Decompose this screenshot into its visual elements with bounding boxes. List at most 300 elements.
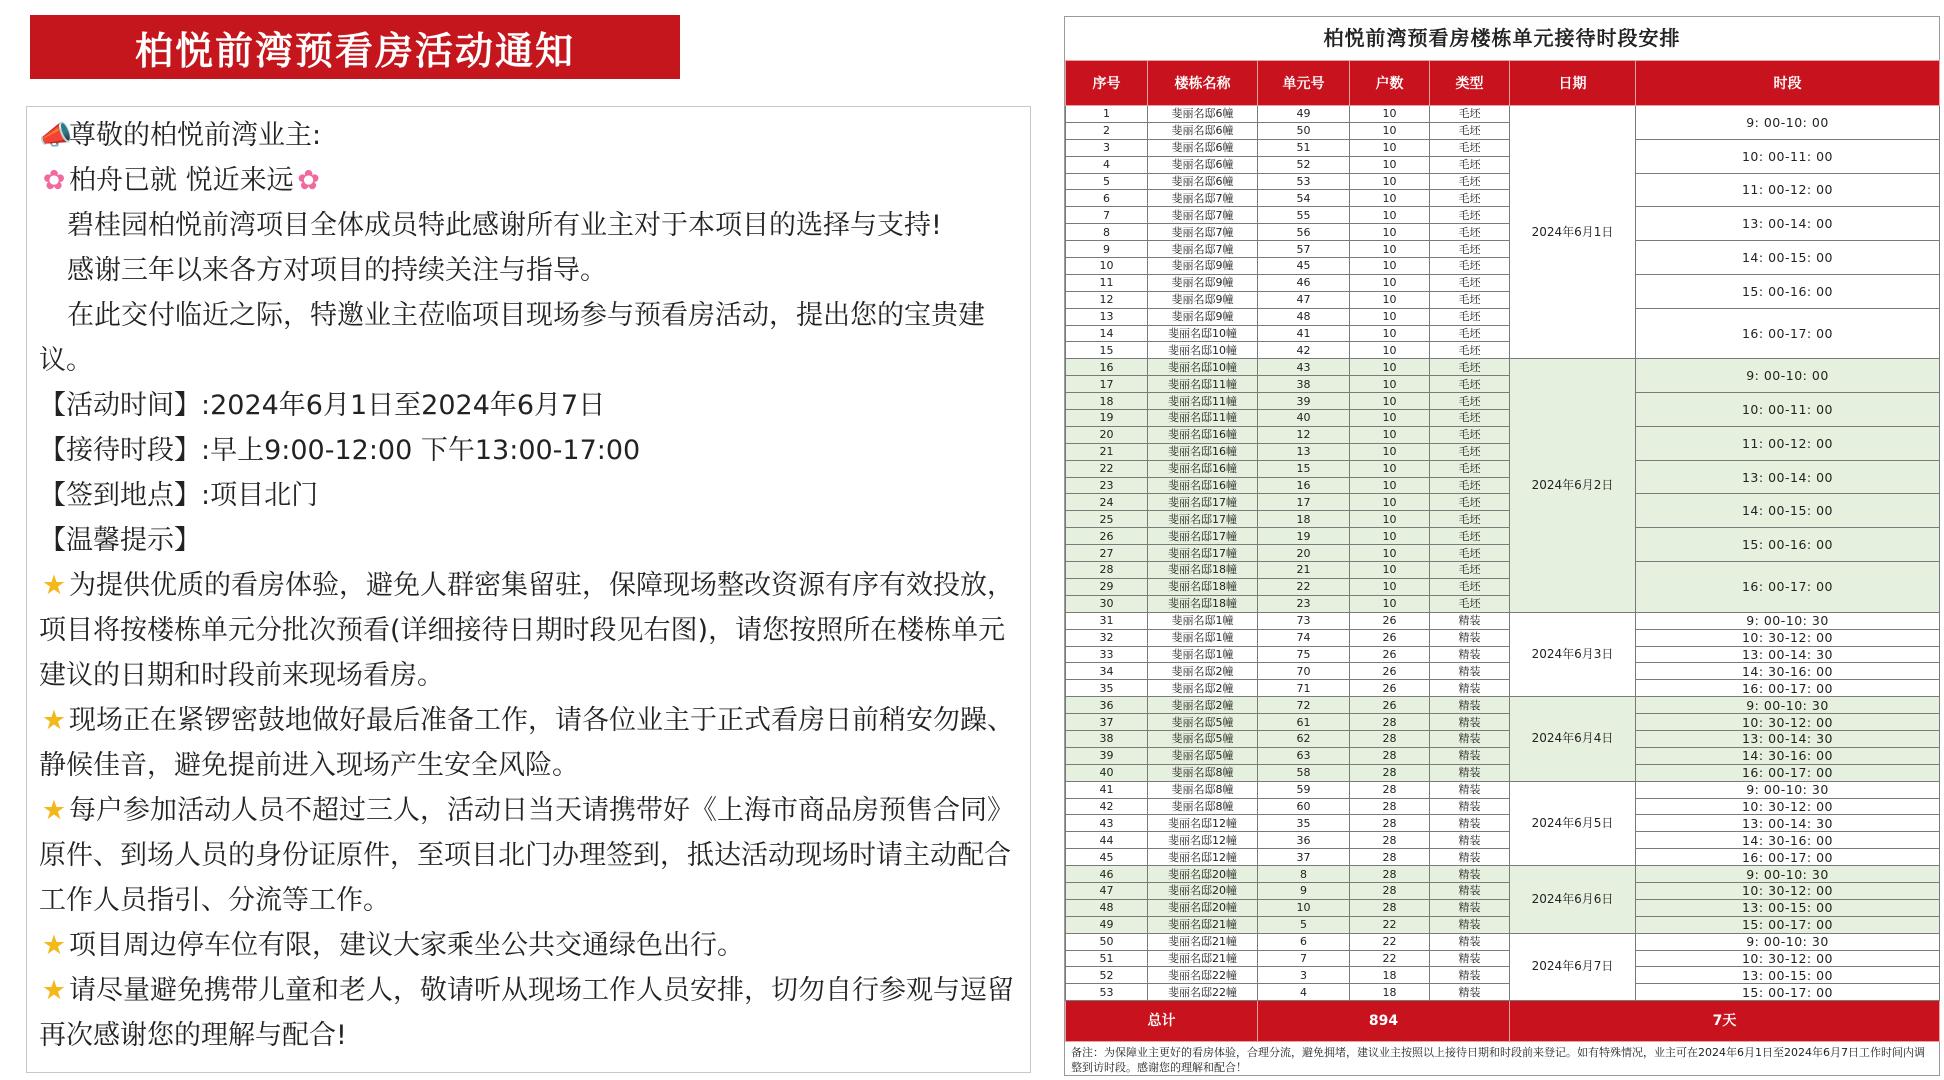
time-slot-cell: 10: 30-12: 00 bbox=[1636, 882, 1940, 899]
date-cell: 2024年6月4日 bbox=[1510, 697, 1636, 781]
table-cell: 72 bbox=[1258, 697, 1350, 714]
table-cell: 3 bbox=[1258, 967, 1350, 984]
table-cell: 10 bbox=[1350, 173, 1430, 190]
time-slot-cell: 9: 00-10: 00 bbox=[1636, 359, 1940, 393]
table-cell: 28 bbox=[1350, 866, 1430, 883]
table-cell: 10 bbox=[1350, 241, 1430, 258]
table-cell: 毛坯 bbox=[1430, 156, 1510, 173]
table-cell: 斐丽名邸20幢 bbox=[1148, 899, 1258, 916]
table-row bbox=[1066, 714, 1940, 731]
table-cell: 毛坯 bbox=[1430, 173, 1510, 190]
tips-heading: 【温馨提示】 bbox=[39, 525, 201, 556]
table-cell: 斐丽名邸9幢 bbox=[1148, 291, 1258, 308]
table-cell: 53 bbox=[1258, 173, 1350, 190]
table-cell: 精装 bbox=[1430, 629, 1510, 646]
table-cell: 5 bbox=[1258, 916, 1350, 933]
table-cell: 13 bbox=[1258, 443, 1350, 460]
table-cell: 28 bbox=[1350, 781, 1430, 798]
table-cell: 37 bbox=[1066, 714, 1148, 731]
table-cell: 斐丽名邸8幢 bbox=[1148, 764, 1258, 781]
table-cell: 斐丽名邸10幢 bbox=[1148, 342, 1258, 359]
time-slot-cell: 10: 30-12: 00 bbox=[1636, 950, 1940, 967]
table-cell: 毛坯 bbox=[1430, 241, 1510, 258]
time-slot-cell: 15: 00-16: 00 bbox=[1636, 528, 1940, 562]
table-cell: 35 bbox=[1066, 680, 1148, 697]
table-row bbox=[1066, 933, 1940, 950]
table-cell: 42 bbox=[1066, 798, 1148, 815]
column-header: 楼栋名称 bbox=[1148, 61, 1258, 106]
star-icon: ★ bbox=[41, 795, 67, 826]
time-slot-cell: 10: 30-12: 00 bbox=[1636, 629, 1940, 646]
table-cell: 斐丽名邸1幢 bbox=[1148, 629, 1258, 646]
table-cell: 斐丽名邸18幢 bbox=[1148, 578, 1258, 595]
table-cell: 精装 bbox=[1430, 680, 1510, 697]
schedule-panel bbox=[1064, 16, 1940, 1076]
table-cell: 75 bbox=[1258, 646, 1350, 663]
table-cell: 10 bbox=[1350, 291, 1430, 308]
table-cell: 35 bbox=[1258, 815, 1350, 832]
table-cell: 毛坯 bbox=[1430, 426, 1510, 443]
table-cell: 毛坯 bbox=[1430, 494, 1510, 511]
table-cell: 毛坯 bbox=[1430, 545, 1510, 562]
table-row bbox=[1066, 241, 1940, 258]
star-icon: ★ bbox=[41, 975, 67, 1006]
tip-item: ★ 每户参加活动人员不超过三人，活动日当天请携带好《上海市商品房预售合同》原件、到场人员的身份证原件，至项目北门办理签到，抵达活动现场时请主动配合工作人员指引、分流等工作。 bbox=[39, 788, 1018, 923]
table-row bbox=[1066, 629, 1940, 646]
table-cell: 毛坯 bbox=[1430, 258, 1510, 275]
table-cell: 10 bbox=[1350, 376, 1430, 393]
table-cell: 3 bbox=[1066, 139, 1148, 156]
table-row bbox=[1066, 798, 1940, 815]
table-cell: 41 bbox=[1258, 325, 1350, 342]
table-cell: 斐丽名邸2幢 bbox=[1148, 663, 1258, 680]
table-cell: 50 bbox=[1066, 933, 1148, 950]
table-cell: 28 bbox=[1350, 832, 1430, 849]
table-row bbox=[1066, 106, 1940, 123]
table-header-row bbox=[1066, 61, 1940, 106]
table-cell: 精装 bbox=[1430, 933, 1510, 950]
time-slot-cell: 14: 30-16: 00 bbox=[1636, 663, 1940, 680]
table-cell: 斐丽名邸11幢 bbox=[1148, 376, 1258, 393]
table-cell: 37 bbox=[1258, 849, 1350, 866]
table-cell: 15 bbox=[1066, 342, 1148, 359]
table-cell: 斐丽名邸9幢 bbox=[1148, 308, 1258, 325]
table-cell: 44 bbox=[1066, 832, 1148, 849]
table-cell: 斐丽名邸16幢 bbox=[1148, 460, 1258, 477]
table-row bbox=[1066, 562, 1940, 579]
time-slot-cell: 16: 00-17: 00 bbox=[1636, 680, 1940, 697]
table-cell: 54 bbox=[1258, 190, 1350, 207]
table-cell: 斐丽名邸12幢 bbox=[1148, 815, 1258, 832]
table-cell: 斐丽名邸12幢 bbox=[1148, 849, 1258, 866]
table-cell: 47 bbox=[1258, 291, 1350, 308]
time-slot-cell: 14: 00-15: 00 bbox=[1636, 494, 1940, 528]
table-cell: 36 bbox=[1066, 697, 1148, 714]
table-cell: 22 bbox=[1258, 578, 1350, 595]
table-cell: 精装 bbox=[1430, 781, 1510, 798]
time-slot-cell: 10: 30-12: 00 bbox=[1636, 714, 1940, 731]
table-cell: 10 bbox=[1350, 258, 1430, 275]
table-cell: 10 bbox=[1066, 258, 1148, 275]
table-cell: 毛坯 bbox=[1430, 291, 1510, 308]
table-cell: 10 bbox=[1350, 562, 1430, 579]
table-cell: 28 bbox=[1066, 562, 1148, 579]
table-row bbox=[1066, 528, 1940, 545]
table-cell: 23 bbox=[1066, 477, 1148, 494]
total-cell: 总计 bbox=[1066, 1001, 1258, 1042]
table-row bbox=[1066, 680, 1940, 697]
table-cell: 12 bbox=[1258, 426, 1350, 443]
table-cell: 9 bbox=[1066, 241, 1148, 258]
table-cell: 50 bbox=[1258, 122, 1350, 139]
table-cell: 斐丽名邸7幢 bbox=[1148, 207, 1258, 224]
paragraph-attention: 感谢三年以来各方对项目的持续关注与指导。 bbox=[67, 255, 607, 286]
table-cell: 斐丽名邸6幢 bbox=[1148, 106, 1258, 123]
table-cell: 10 bbox=[1350, 342, 1430, 359]
table-cell: 15 bbox=[1258, 460, 1350, 477]
table-cell: 22 bbox=[1350, 916, 1430, 933]
table-cell: 斐丽名邸21幢 bbox=[1148, 950, 1258, 967]
table-cell: 斐丽名邸7幢 bbox=[1148, 190, 1258, 207]
reception-slots: 【接待时段】:早上9:00-12:00 下午13:00-17:00 bbox=[39, 435, 641, 466]
table-cell: 28 bbox=[1350, 798, 1430, 815]
table-cell: 斐丽名邸7幢 bbox=[1148, 224, 1258, 241]
table-cell: 28 bbox=[1350, 730, 1430, 747]
table-cell: 21 bbox=[1258, 562, 1350, 579]
table-cell: 精装 bbox=[1430, 899, 1510, 916]
table-cell: 10 bbox=[1350, 443, 1430, 460]
table-cell: 1 bbox=[1066, 106, 1148, 123]
table-cell: 29 bbox=[1066, 578, 1148, 595]
table-cell: 斐丽名邸12幢 bbox=[1148, 832, 1258, 849]
table-cell: 43 bbox=[1258, 359, 1350, 376]
table-cell: 36 bbox=[1258, 832, 1350, 849]
table-cell: 斐丽名邸8幢 bbox=[1148, 781, 1258, 798]
table-cell: 27 bbox=[1066, 545, 1148, 562]
table-cell: 24 bbox=[1066, 494, 1148, 511]
time-slot-cell: 9: 00-10: 30 bbox=[1636, 697, 1940, 714]
table-cell: 斐丽名邸6幢 bbox=[1148, 122, 1258, 139]
table-cell: 斐丽名邸21幢 bbox=[1148, 916, 1258, 933]
table-cell: 毛坯 bbox=[1430, 393, 1510, 410]
table-cell: 10 bbox=[1350, 410, 1430, 427]
table-row bbox=[1066, 663, 1940, 680]
greeting-line: 📣尊敬的柏悦前湾业主: bbox=[39, 113, 1018, 158]
table-row bbox=[1066, 882, 1940, 899]
table-cell: 7 bbox=[1258, 950, 1350, 967]
table-row bbox=[1066, 781, 1940, 798]
table-cell: 斐丽名邸9幢 bbox=[1148, 274, 1258, 291]
table-cell: 9 bbox=[1258, 882, 1350, 899]
table-cell: 7 bbox=[1066, 207, 1148, 224]
table-cell: 斐丽名邸18幢 bbox=[1148, 562, 1258, 579]
table-row bbox=[1066, 207, 1940, 224]
table-remark: 备注：为保障业主更好的看房体验，合理分流，避免拥堵，建议业主按照以上接待日期和时段前来登记。如有特殊情况，业主可在2024年6月1日至2024年6月7日工作时间内调整到访时段。感谢您的理解和配合！ bbox=[1071, 1046, 1925, 1075]
cherry-blossom-icon: ✿ bbox=[297, 165, 320, 196]
table-cell: 10 bbox=[1350, 207, 1430, 224]
table-cell: 51 bbox=[1066, 950, 1148, 967]
table-cell: 13 bbox=[1066, 308, 1148, 325]
table-row bbox=[1066, 967, 1940, 984]
total-row bbox=[1066, 1001, 1940, 1042]
table-cell: 10 bbox=[1350, 460, 1430, 477]
table-cell: 48 bbox=[1066, 899, 1148, 916]
table-row bbox=[1066, 984, 1940, 1001]
tip-item: ★ 现场正在紧锣密鼓地做好最后准备工作，请各位业主于正式看房日前稍安勿躁、静候佳音，避免提前进入现场产生安全风险。 bbox=[39, 698, 1018, 788]
table-cell: 11 bbox=[1066, 274, 1148, 291]
table-cell: 58 bbox=[1258, 764, 1350, 781]
time-slot-cell: 13: 00-14: 30 bbox=[1636, 646, 1940, 663]
table-cell: 26 bbox=[1350, 612, 1430, 629]
table-cell: 5 bbox=[1066, 173, 1148, 190]
table-cell: 精装 bbox=[1430, 849, 1510, 866]
table-cell: 斐丽名邸6幢 bbox=[1148, 173, 1258, 190]
table-cell: 32 bbox=[1066, 629, 1148, 646]
table-cell: 26 bbox=[1350, 697, 1430, 714]
table-cell: 4 bbox=[1066, 156, 1148, 173]
table-cell: 斐丽名邸11幢 bbox=[1148, 393, 1258, 410]
table-row bbox=[1066, 646, 1940, 663]
table-cell: 28 bbox=[1350, 849, 1430, 866]
table-cell: 10 bbox=[1350, 359, 1430, 376]
table-cell: 10 bbox=[1350, 122, 1430, 139]
table-row bbox=[1066, 815, 1940, 832]
table-cell: 38 bbox=[1066, 730, 1148, 747]
table-cell: 10 bbox=[1350, 224, 1430, 241]
table-cell: 38 bbox=[1258, 376, 1350, 393]
table-cell: 斐丽名邸16幢 bbox=[1148, 426, 1258, 443]
time-slot-cell: 13: 00-14: 00 bbox=[1636, 460, 1940, 494]
date-cell: 2024年6月3日 bbox=[1510, 612, 1636, 696]
table-cell: 14 bbox=[1066, 325, 1148, 342]
table-cell: 斐丽名邸16幢 bbox=[1148, 443, 1258, 460]
table-cell: 26 bbox=[1350, 629, 1430, 646]
table-cell: 10 bbox=[1350, 595, 1430, 612]
signin-location: 【签到地点】:项目北门 bbox=[39, 480, 319, 511]
table-cell: 10 bbox=[1350, 578, 1430, 595]
table-cell: 斐丽名邸1幢 bbox=[1148, 612, 1258, 629]
table-cell: 31 bbox=[1066, 612, 1148, 629]
table-row bbox=[1066, 173, 1940, 190]
table-cell: 斐丽名邸11幢 bbox=[1148, 410, 1258, 427]
table-cell: 51 bbox=[1258, 139, 1350, 156]
time-slot-cell: 15: 00-17: 00 bbox=[1636, 984, 1940, 1001]
table-cell: 斐丽名邸16幢 bbox=[1148, 477, 1258, 494]
table-cell: 精装 bbox=[1430, 916, 1510, 933]
table-cell: 40 bbox=[1066, 764, 1148, 781]
date-cell: 2024年6月1日 bbox=[1510, 106, 1636, 359]
table-cell: 斐丽名邸22幢 bbox=[1148, 967, 1258, 984]
table-cell: 73 bbox=[1258, 612, 1350, 629]
table-cell: 28 bbox=[1350, 899, 1430, 916]
table-cell: 毛坯 bbox=[1430, 443, 1510, 460]
table-cell: 17 bbox=[1066, 376, 1148, 393]
table-cell: 斐丽名邸21幢 bbox=[1148, 933, 1258, 950]
table-row bbox=[1066, 494, 1940, 511]
table-cell: 精装 bbox=[1430, 866, 1510, 883]
table-row bbox=[1066, 393, 1940, 410]
table-cell: 10 bbox=[1350, 139, 1430, 156]
table-cell: 30 bbox=[1066, 595, 1148, 612]
tip-item: ★ 项目周边停车位有限，建议大家乘坐公共交通绿色出行。 bbox=[39, 923, 1018, 968]
tip-item: ★ 请尽量避免携带儿童和老人，敬请听从现场工作人员安排，切勿自行参观与逗留再次感谢您的理解与配合! bbox=[39, 968, 1018, 1058]
time-slot-cell: 15: 00-16: 00 bbox=[1636, 274, 1940, 308]
table-row bbox=[1066, 866, 1940, 883]
table-cell: 斐丽名邸17幢 bbox=[1148, 494, 1258, 511]
table-row bbox=[1066, 764, 1940, 781]
time-slot-cell: 9: 00-10: 30 bbox=[1636, 866, 1940, 883]
table-cell: 26 bbox=[1350, 646, 1430, 663]
table-cell: 22 bbox=[1066, 460, 1148, 477]
table-cell: 精装 bbox=[1430, 646, 1510, 663]
table-cell: 63 bbox=[1258, 747, 1350, 764]
table-cell: 毛坯 bbox=[1430, 460, 1510, 477]
time-slot-cell: 16: 00-17: 00 bbox=[1636, 562, 1940, 613]
time-slot-cell: 11: 00-12: 00 bbox=[1636, 426, 1940, 460]
time-slot-cell: 13: 00-14: 00 bbox=[1636, 207, 1940, 241]
table-cell: 56 bbox=[1258, 224, 1350, 241]
time-slot-cell: 11: 00-12: 00 bbox=[1636, 173, 1940, 207]
table-cell: 61 bbox=[1258, 714, 1350, 731]
star-icon: ★ bbox=[41, 930, 67, 961]
table-cell: 10 bbox=[1350, 393, 1430, 410]
table-cell: 52 bbox=[1258, 156, 1350, 173]
total-cell: 7天 bbox=[1510, 1001, 1940, 1042]
table-cell: 10 bbox=[1350, 190, 1430, 207]
table-cell: 10 bbox=[1350, 308, 1430, 325]
date-cell: 2024年6月5日 bbox=[1510, 781, 1636, 865]
table-cell: 33 bbox=[1066, 646, 1148, 663]
table-cell: 71 bbox=[1258, 680, 1350, 697]
table-cell: 18 bbox=[1350, 984, 1430, 1001]
table-cell: 毛坯 bbox=[1430, 308, 1510, 325]
tip-item: ★ 为提供优质的看房体验，避免人群密集留驻，保障现场整改资源有序有效投放，项目将按楼栋单元分批次预看(详细接待日期时段见右图)，请您按照所在楼栋单元建议的日期和时段前来现场看房。 bbox=[39, 563, 1018, 698]
table-cell: 毛坯 bbox=[1430, 139, 1510, 156]
table-cell: 20 bbox=[1066, 426, 1148, 443]
paragraph-thanks: 碧桂园柏悦前湾项目全体成员特此感谢所有业主对于本项目的选择与支持! bbox=[67, 210, 942, 241]
table-row bbox=[1066, 274, 1940, 291]
time-slot-cell: 10: 30-12: 00 bbox=[1636, 798, 1940, 815]
table-cell: 48 bbox=[1258, 308, 1350, 325]
table-cell: 精装 bbox=[1430, 697, 1510, 714]
table-cell: 斐丽名邸2幢 bbox=[1148, 680, 1258, 697]
table-row bbox=[1066, 916, 1940, 933]
column-header: 类型 bbox=[1430, 61, 1510, 106]
table-cell: 46 bbox=[1258, 274, 1350, 291]
time-slot-cell: 9: 00-10: 30 bbox=[1636, 612, 1940, 629]
table-cell: 毛坯 bbox=[1430, 342, 1510, 359]
table-cell: 41 bbox=[1066, 781, 1148, 798]
date-cell: 2024年6月2日 bbox=[1510, 359, 1636, 612]
table-cell: 17 bbox=[1258, 494, 1350, 511]
table-row bbox=[1066, 612, 1940, 629]
table-cell: 6 bbox=[1258, 933, 1350, 950]
table-cell: 12 bbox=[1066, 291, 1148, 308]
table-cell: 53 bbox=[1066, 984, 1148, 1001]
table-cell: 精装 bbox=[1430, 882, 1510, 899]
table-cell: 10 bbox=[1350, 106, 1430, 123]
table-cell: 斐丽名邸17幢 bbox=[1148, 528, 1258, 545]
date-cell: 2024年6月7日 bbox=[1510, 933, 1636, 1001]
table-cell: 斐丽名邸10幢 bbox=[1148, 325, 1258, 342]
table-cell: 19 bbox=[1066, 410, 1148, 427]
table-cell: 毛坯 bbox=[1430, 190, 1510, 207]
paragraph-invitation: 在此交付临近之际，特邀业主莅临项目现场参与预看房活动，提出您的宝贵建议。 bbox=[39, 300, 985, 376]
table-cell: 26 bbox=[1350, 680, 1430, 697]
table-cell: 10 bbox=[1350, 477, 1430, 494]
table-cell: 精装 bbox=[1430, 714, 1510, 731]
table-cell: 47 bbox=[1066, 882, 1148, 899]
table-cell: 斐丽名邸6幢 bbox=[1148, 156, 1258, 173]
table-cell: 毛坯 bbox=[1430, 578, 1510, 595]
table-row bbox=[1066, 899, 1940, 916]
table-row bbox=[1066, 139, 1940, 156]
table-cell: 斐丽名邸17幢 bbox=[1148, 545, 1258, 562]
table-cell: 62 bbox=[1258, 730, 1350, 747]
time-slot-cell: 14: 30-16: 00 bbox=[1636, 832, 1940, 849]
table-cell: 28 bbox=[1350, 714, 1430, 731]
table-cell: 22 bbox=[1350, 933, 1430, 950]
table-cell: 8 bbox=[1258, 866, 1350, 883]
table-cell: 毛坯 bbox=[1430, 528, 1510, 545]
table-cell: 毛坯 bbox=[1430, 477, 1510, 494]
table-cell: 斐丽名邸20幢 bbox=[1148, 866, 1258, 883]
table-cell: 25 bbox=[1066, 511, 1148, 528]
table-cell: 斐丽名邸9幢 bbox=[1148, 258, 1258, 275]
time-slot-cell: 15: 00-17: 00 bbox=[1636, 916, 1940, 933]
table-cell: 10 bbox=[1350, 545, 1430, 562]
star-icon: ★ bbox=[41, 570, 67, 601]
time-slot-cell: 13: 00-15: 00 bbox=[1636, 967, 1940, 984]
notice-body bbox=[26, 106, 1031, 1073]
table-cell: 斐丽名邸8幢 bbox=[1148, 798, 1258, 815]
table-row bbox=[1066, 730, 1940, 747]
table-row bbox=[1066, 697, 1940, 714]
date-cell: 2024年6月6日 bbox=[1510, 866, 1636, 934]
table-cell: 18 bbox=[1066, 393, 1148, 410]
table-cell: 毛坯 bbox=[1430, 274, 1510, 291]
cherry-blossom-icon: ✿ bbox=[42, 165, 66, 196]
table-cell: 毛坯 bbox=[1430, 410, 1510, 427]
table-cell: 34 bbox=[1066, 663, 1148, 680]
table-cell: 毛坯 bbox=[1430, 106, 1510, 123]
total-cell: 894 bbox=[1258, 1001, 1510, 1042]
star-icon: ★ bbox=[41, 705, 67, 736]
table-cell: 斐丽名邸18幢 bbox=[1148, 595, 1258, 612]
table-cell: 斐丽名邸5幢 bbox=[1148, 747, 1258, 764]
notice-banner-title: 柏悦前湾预看房活动通知 bbox=[30, 15, 680, 79]
table-cell: 斐丽名邸7幢 bbox=[1148, 241, 1258, 258]
table-cell: 59 bbox=[1258, 781, 1350, 798]
table-cell: 22 bbox=[1350, 950, 1430, 967]
table-cell: 70 bbox=[1258, 663, 1350, 680]
schedule-title: 柏悦前湾预看房楼栋单元接待时段安排 bbox=[1323, 26, 1681, 50]
table-cell: 毛坯 bbox=[1430, 224, 1510, 241]
table-cell: 26 bbox=[1066, 528, 1148, 545]
schedule-table bbox=[1065, 60, 1940, 1042]
time-slot-cell: 13: 00-14: 30 bbox=[1636, 815, 1940, 832]
table-cell: 斐丽名邸17幢 bbox=[1148, 511, 1258, 528]
table-cell: 46 bbox=[1066, 866, 1148, 883]
table-cell: 毛坯 bbox=[1430, 595, 1510, 612]
table-cell: 10 bbox=[1350, 156, 1430, 173]
table-cell: 精装 bbox=[1430, 967, 1510, 984]
megaphone-icon: 📣 bbox=[39, 120, 73, 151]
column-header: 时段 bbox=[1636, 61, 1940, 106]
table-cell: 斐丽名邸5幢 bbox=[1148, 714, 1258, 731]
table-cell: 斐丽名邸6幢 bbox=[1148, 139, 1258, 156]
time-slot-cell: 10: 00-11: 00 bbox=[1636, 139, 1940, 173]
